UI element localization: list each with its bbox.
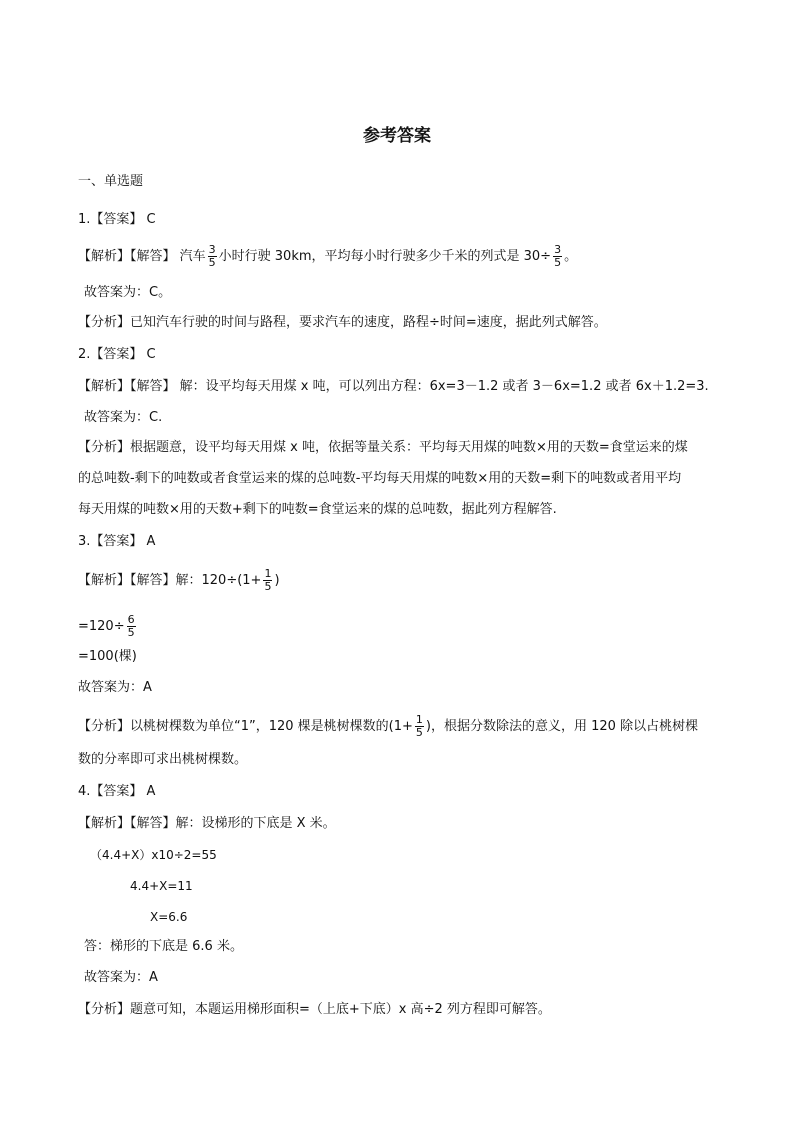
q4-equation-2: 4.4+X=11 <box>130 879 193 893</box>
q2-conclusion: 故答案为：C. <box>84 410 163 425</box>
q1-explain-pre: 【解析】【解答】 汽车 <box>78 249 206 264</box>
q1-fraction-2: $\frac{3}{5}$ <box>554 243 562 269</box>
q3-step-1-pre: =120÷ <box>78 619 125 634</box>
q2-analysis-line-2: 的总吨数-剩下的吨数或者食堂运来的煤的总吨数-平均每天用煤的吨数×用的天数=剩下的吨数或者用平均 <box>78 471 682 486</box>
q1-explain-post: 。 <box>564 249 578 264</box>
q2-explain: 【解析】【解答】 解：设平均每天用煤 x 吨，可以列出方程：6x=3－1.2 或者 3－6x=1.2 或者 6x＋1.2=3. <box>78 379 709 394</box>
q3-analysis <box>78 714 698 739</box>
q3-explain-pre: 【解析】【解答】解：120÷(1+ <box>78 573 262 588</box>
q3-analysis-post: )，根据分数除法的意义，用 120 除以占桃树棵 <box>425 719 699 734</box>
q4-explain: 【解析】【解答】解：设梯形的下底是 X 米。 <box>78 816 336 831</box>
q2-analysis-line-1: 【分析】根据题意，设平均每天用煤 x 吨，依据等量关系：平均每天用煤的吨数×用的天数=食堂运来的煤 <box>78 440 688 455</box>
q3-explain <box>78 568 280 593</box>
q2-answer: 2.【答案】 C <box>78 347 156 362</box>
q3-analysis-line-2: 数的分率即可求出桃树棵数。 <box>78 752 248 767</box>
q1-answer: 1.【答案】 C <box>78 212 156 227</box>
q1-fraction-1: $\frac{3}{5}$ <box>208 243 216 269</box>
q3-explain-post: ) <box>274 573 280 588</box>
q3-conclusion: 故答案为：A <box>78 680 152 695</box>
q4-analysis: 【分析】题意可知，本题运用梯形面积=（上底+下底）x 高÷2 列方程即可解答。 <box>78 1002 551 1017</box>
q2-analysis-line-3: 每天用煤的吨数×用的天数+剩下的吨数=食堂运来的煤的总吨数，据此列方程解答. <box>78 502 557 517</box>
q3-fraction-2: $\frac{6}{5}$ <box>127 613 135 639</box>
q4-reply: 答：梯形的下底是 6.6 米。 <box>84 939 243 954</box>
q3-step-1 <box>78 614 138 639</box>
q3-step-2: =100(棵) <box>78 649 137 664</box>
page-title: 参考答案 <box>363 126 431 146</box>
q4-equation-1: （4.4+X）x10÷2=55 <box>90 848 217 862</box>
q1-explain-mid: 小时行驶 30km，平均每小时行驶多少千米的列式是 30÷ <box>218 249 552 264</box>
q3-fraction-1: $\frac{1}{5}$ <box>264 567 272 593</box>
q3-fraction-3: $\frac{1}{5}$ <box>415 713 423 739</box>
q3-analysis-pre: 【分析】以桃树棵数为单位“1”，120 棵是桃树棵数的(1+ <box>78 719 413 734</box>
q3-answer: 3.【答案】 A <box>78 534 156 549</box>
q1-conclusion: 故答案为：C。 <box>84 285 172 300</box>
section-heading: 一、单选题 <box>78 174 144 189</box>
q1-explain <box>78 244 577 269</box>
q4-equation-3: X=6.6 <box>150 910 188 924</box>
q4-conclusion: 故答案为：A <box>84 970 158 985</box>
q4-answer: 4.【答案】 A <box>78 784 156 799</box>
q1-analysis: 【分析】已知汽车行驶的时间与路程，要求汽车的速度，路程÷时间=速度，据此列式解答。 <box>78 315 607 330</box>
